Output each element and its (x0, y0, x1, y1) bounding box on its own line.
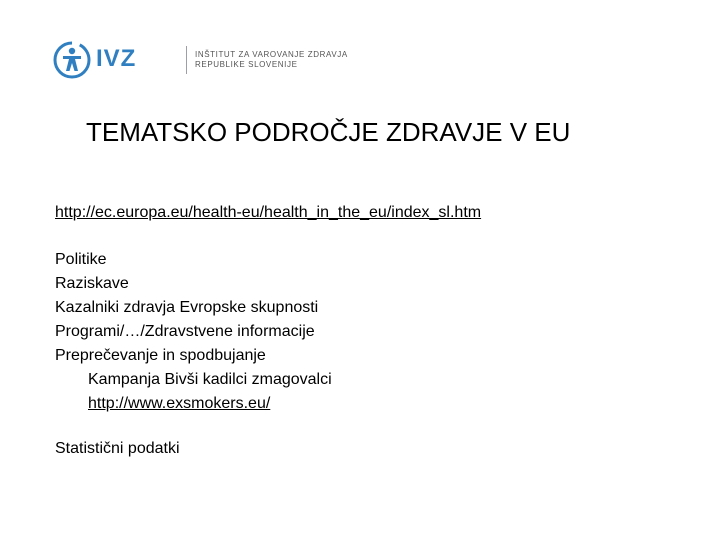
list-item-statistika: Statistični podatki (55, 440, 180, 457)
list-item-preprecevanje: Preprečevanje in spodbujanje (55, 347, 266, 364)
logo-subtitle-line2: REPUBLIKE SLOVENIJE (195, 60, 298, 69)
logo-wordmark: IVZ (96, 45, 137, 72)
logo-divider (186, 46, 187, 74)
list-item-politike: Politike (55, 251, 107, 268)
person-figure-icon (52, 40, 92, 80)
exsmokers-link[interactable]: http://www.exsmokers.eu/ (88, 395, 271, 412)
list-item-raziskave: Raziskave (55, 275, 129, 292)
list-item-campaign: Kampanja Bivši kadilci zmagovalci (88, 371, 332, 388)
health-eu-link[interactable]: http://ec.europa.eu/health-eu/health_in_the_eu/index_sl.htm (55, 204, 482, 221)
logo-subtitle (195, 50, 348, 70)
topic-list (55, 248, 332, 416)
list-item-programi: Programi/…/Zdravstvene informacije (55, 323, 315, 340)
page-title: TEMATSKO PODROČJE ZDRAVJE V EU (86, 117, 571, 147)
logo-subtitle-line1: INŠTITUT ZA VAROVANJE ZDRAVJA (195, 50, 348, 59)
list-item-kazalniki: Kazalniki zdravja Evropske skupnosti (55, 299, 319, 316)
